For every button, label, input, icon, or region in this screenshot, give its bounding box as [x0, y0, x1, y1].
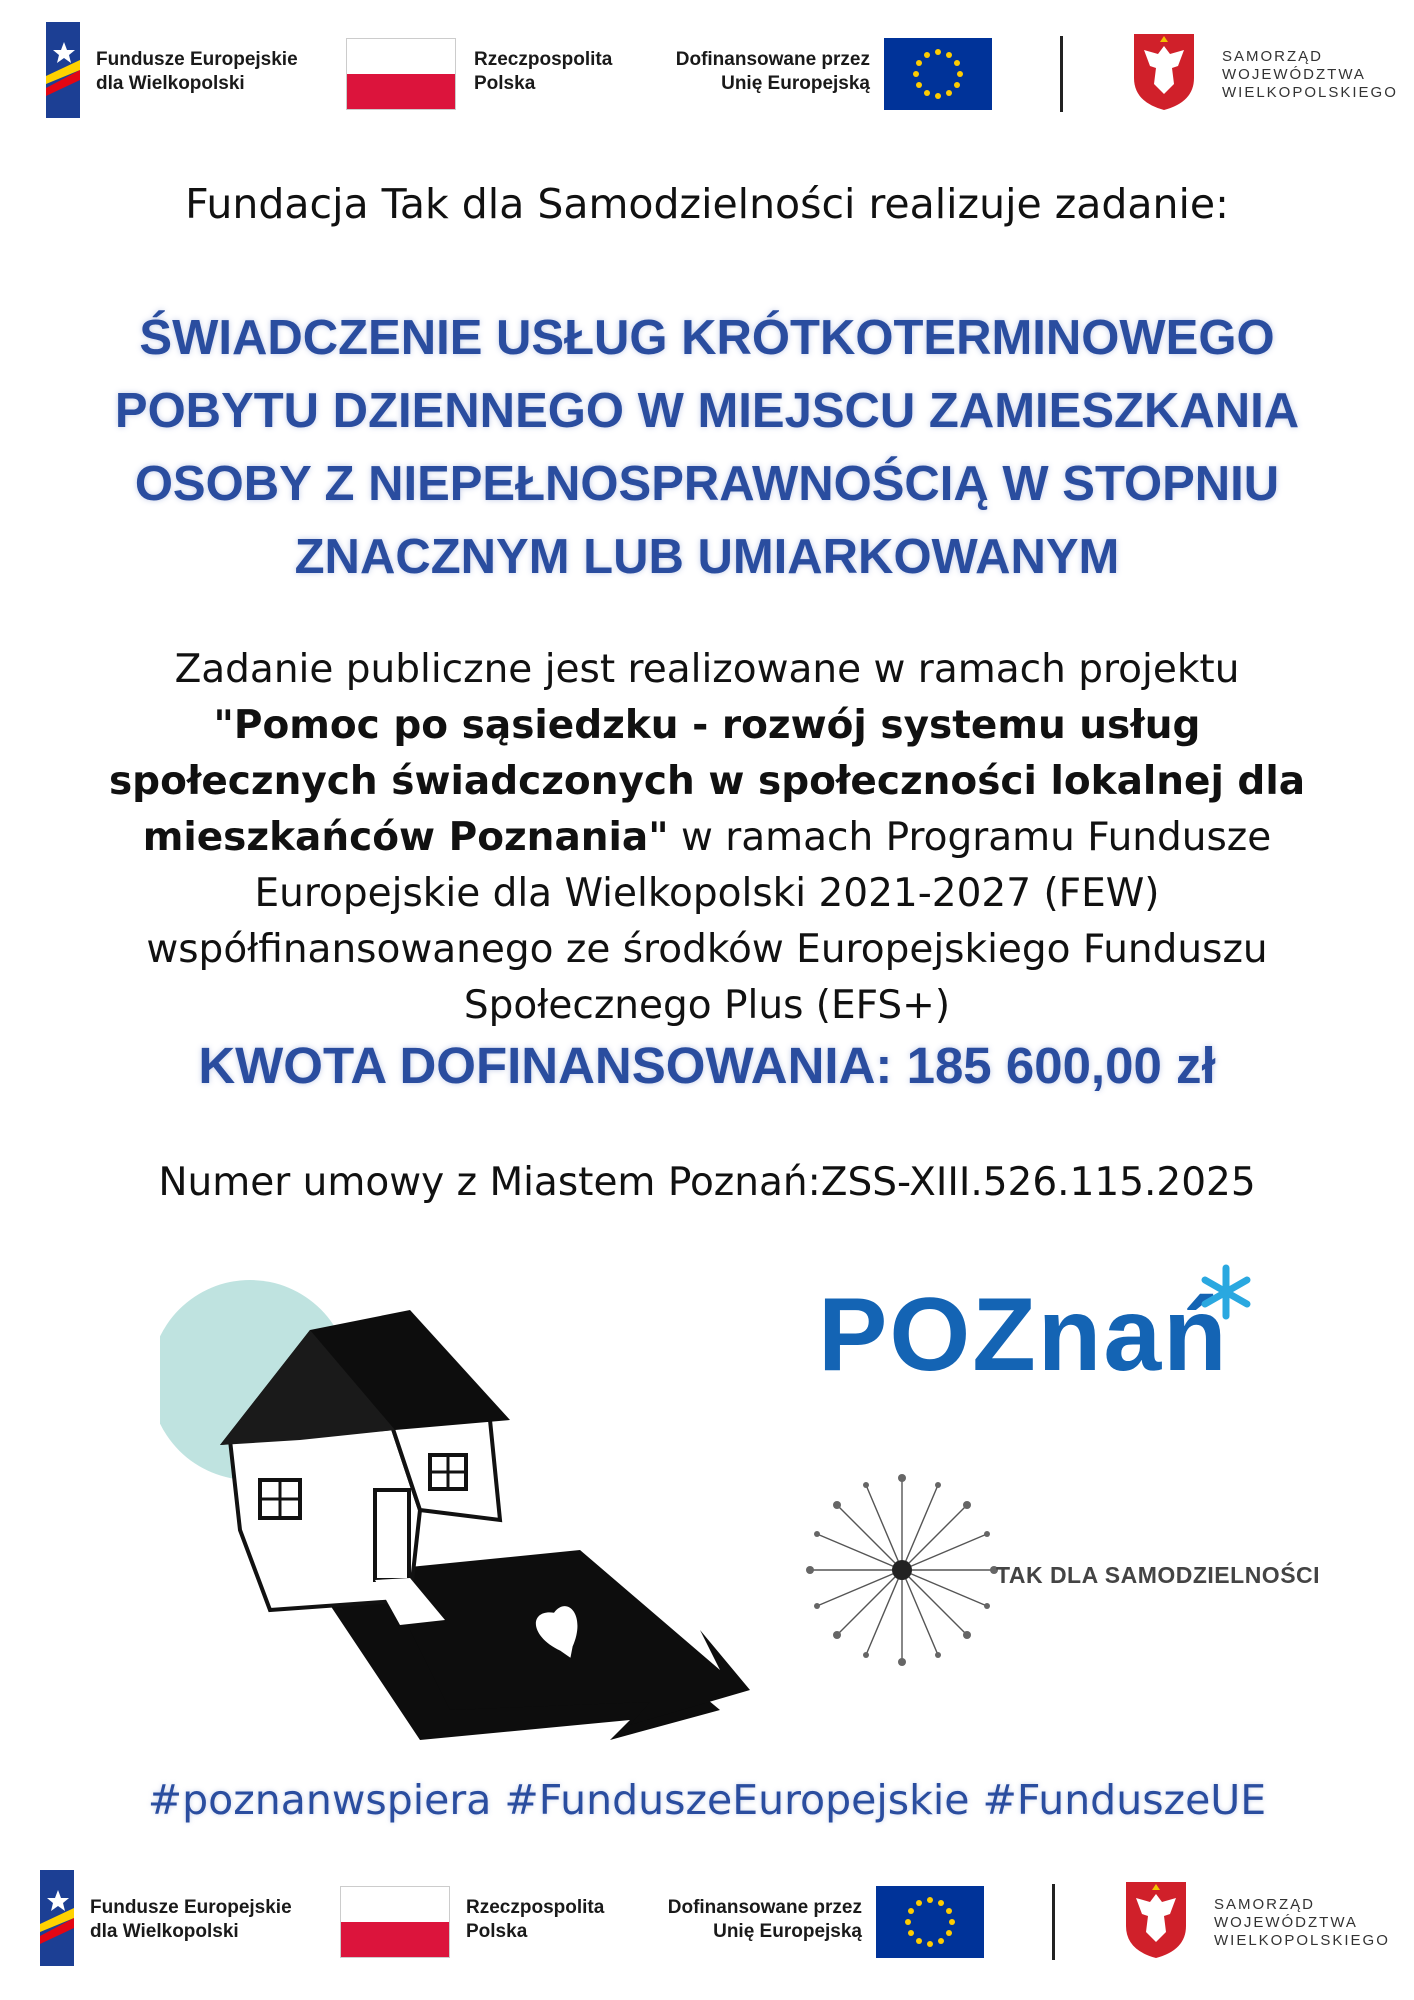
eu-line1: Dofinansowane przez: [675, 49, 870, 70]
description-lead: Zadanie publiczne jest realizowane w ramach projektu: [174, 647, 1240, 692]
sw-logo-text: [1222, 48, 1398, 102]
task-title: [60, 302, 1354, 594]
fe-line1: Fundusze Europejskie: [90, 1897, 292, 1918]
fe-logo-icon: [46, 22, 80, 118]
sw-line2: WOJEWÓDZTWA: [1222, 66, 1366, 83]
fe-line2: dla Wielkopolski: [96, 73, 245, 94]
intro-text: Fundacja Tak dla Samodzielności realizuje zadanie:: [185, 180, 1229, 228]
logo-divider: [1060, 36, 1063, 112]
sw-logo-text: [1214, 1896, 1390, 1950]
pl-line1: Rzeczpospolita: [474, 49, 613, 70]
tak-logo-text: TAK DLA SAMODZIELNOŚCI: [996, 1562, 1321, 1588]
poznan-logo: [818, 1262, 1278, 1402]
pl-logo-text: [466, 1896, 604, 1944]
polish-flag-icon: [346, 38, 456, 110]
dandelion-icon: [802, 1470, 1002, 1670]
poznan-asterisk-icon: [1196, 1262, 1256, 1322]
title-line4: ZNACZNYM LUB UMIARKOWANYM: [294, 530, 1120, 584]
sw-line3: WIELKOPOLSKIEGO: [1214, 1932, 1390, 1949]
sw-line1: SAMORZĄD: [1222, 48, 1324, 65]
project-name: "Pomoc po sąsiedzku - rozwój systemu usług społecznych świadczonych w społeczności lokalnej dla mieszkańców Poznania": [108, 703, 1306, 860]
project-description: [80, 642, 1334, 1034]
fe-line1: Fundusze Europejskie: [96, 49, 298, 70]
eu-flag-icon: [884, 38, 992, 110]
fe-line2: dla Wielkopolski: [90, 1921, 239, 1942]
pl-line2: Polska: [466, 1921, 528, 1942]
poznan-logo-text: POZnań: [818, 1277, 1229, 1393]
footer-logo-bar: [0, 1870, 1414, 1980]
amount-label: KWOTA DOFINANSOWANIA:: [198, 1037, 893, 1094]
funding-amount: [0, 1036, 1414, 1095]
contract-number: Numer umowy z Miastem Poznań:ZSS-XIII.526.115.2025: [158, 1160, 1256, 1205]
eu-flag-icon: [876, 1886, 984, 1958]
hashtags: #poznanwspiera #FunduszeEuropejskie #FunduszeUE: [147, 1776, 1267, 1824]
pl-logo-text: [474, 48, 612, 96]
eu-line2: Unię Europejską: [721, 73, 870, 94]
fe-logo-text: [96, 48, 298, 96]
eu-line1: Dofinansowane przez: [667, 1897, 862, 1918]
header-logo-bar: [0, 22, 1414, 132]
fe-logo-icon: [40, 1870, 74, 1966]
pl-line1: Rzeczpospolita: [466, 1897, 605, 1918]
amount-value: 185 600,00 zł: [906, 1037, 1216, 1094]
tak-logo: [802, 1470, 1322, 1670]
fe-logo-text: [90, 1896, 292, 1944]
sw-line1: SAMORZĄD: [1214, 1896, 1316, 1913]
polish-flag-icon: [340, 1886, 450, 1958]
fe-logo: [46, 22, 306, 122]
eu-logo-text: [640, 48, 870, 96]
title-line2: POBYTU DZIENNEGO W MIEJSCU ZAMIESZKANIA: [114, 384, 1300, 438]
sw-line3: WIELKOPOLSKIEGO: [1222, 84, 1398, 101]
title-line1: ŚWIADCZENIE USŁUG KRÓTKOTERMINOWEGO: [139, 311, 1275, 365]
house-illustration-icon: [160, 1270, 760, 1750]
eu-line2: Unię Europejską: [713, 1921, 862, 1942]
fe-logo: [40, 1870, 300, 1970]
title-line3: OSOBY Z NIEPEŁNOSPRAWNOŚCIĄ W STOPNIU: [134, 457, 1280, 511]
wielkopolska-eagle-crest-icon: [1124, 1880, 1188, 1960]
eu-logo-text: [632, 1896, 862, 1944]
description-tail: w ramach Programu Fundusze Europejskie dla Wielkopolski 2021-2027 (FEW) współfinansowanego ze środków Europejskiego Funduszu Społecznego Plus (EFS+): [146, 815, 1272, 1028]
sw-line2: WOJEWÓDZTWA: [1214, 1914, 1358, 1931]
pl-line2: Polska: [474, 73, 536, 94]
logo-divider: [1052, 1884, 1055, 1960]
wielkopolska-eagle-crest-icon: [1132, 32, 1196, 112]
